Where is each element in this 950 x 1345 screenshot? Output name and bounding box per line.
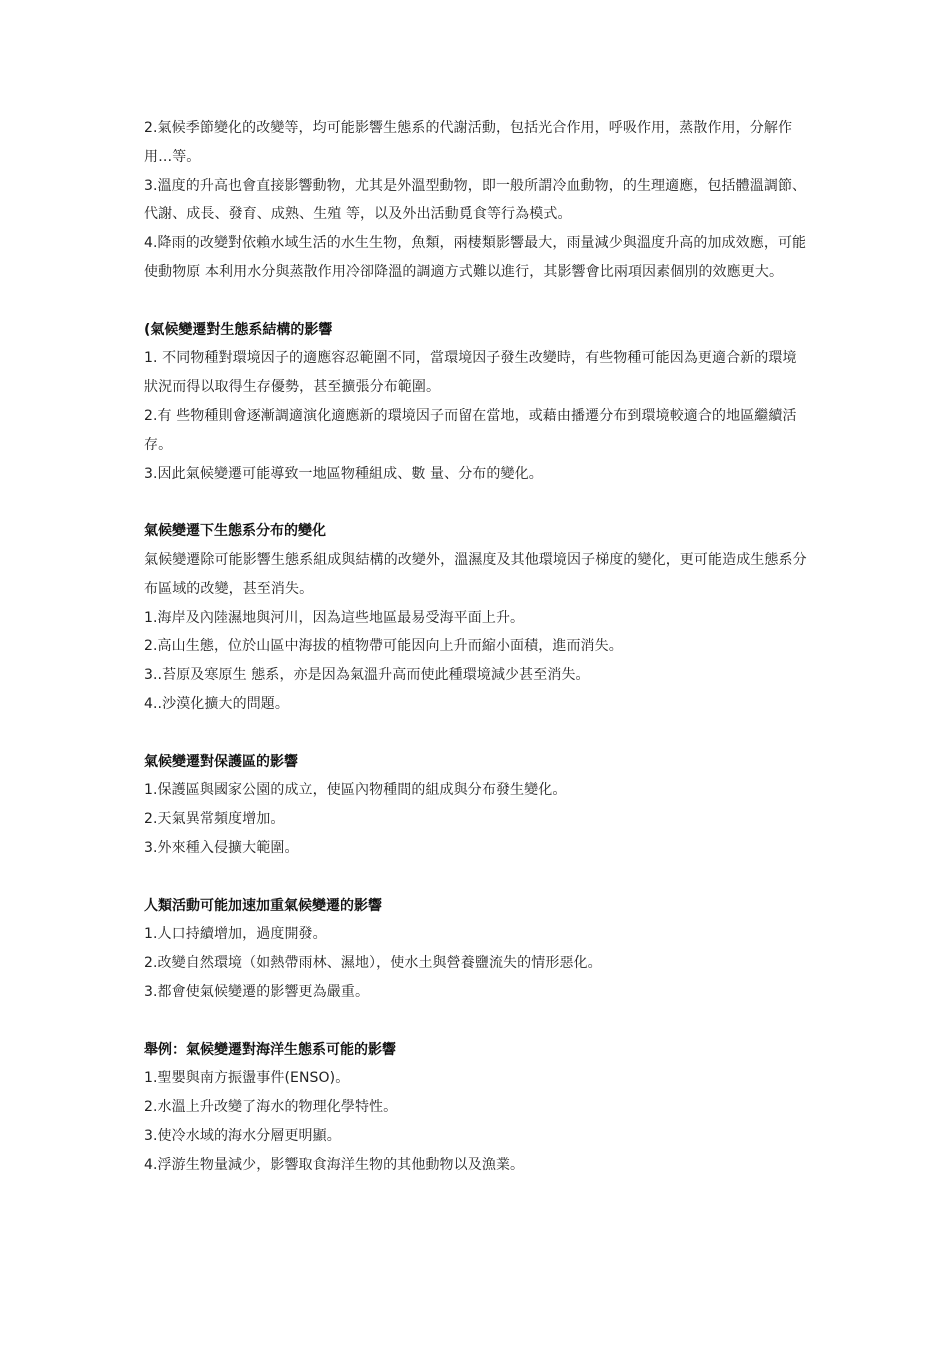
paragraph-gap <box>144 287 810 316</box>
list-item: 2.有 些物種則會逐漸調適演化適應新的環境因子而留在當地，或藉由播遷分布到環境較適合的地區繼續活存。 <box>144 407 797 453</box>
section-heading: 氣候變遷下生態系分布的變化 <box>144 523 326 540</box>
list-item: 3.外來種入侵擴大範圍。 <box>144 839 299 856</box>
section-ecosystem-distribution <box>144 517 810 719</box>
list-item: 1.人口持續增加，過度開發。 <box>144 926 327 943</box>
list-item: 3..苔原及寒原生 態系，亦是因為氣溫升高而使此種環境減少甚至消失。 <box>144 667 590 684</box>
section-protected-areas <box>144 748 810 863</box>
list-item: 2.高山生態，位於山區中海拔的植物帶可能因向上升而縮小面積，進而消失。 <box>144 638 623 655</box>
intro-item: 3.溫度的升高也會直接影響動物，尤其是外溫型動物，即一般所謂冷血動物，的生理適應，包括體溫調節、代謝、成長、發育、成熟、生殖 等，以及外出活動覓食等行為模式。 <box>144 177 807 223</box>
list-item: 2.水溫上升改變了海水的物理化學特性。 <box>144 1099 398 1116</box>
list-item: 1.聖嬰與南方振盪事件(ENSO)。 <box>144 1070 350 1087</box>
list-item: 4..沙漠化擴大的問題。 <box>144 695 290 712</box>
paragraph-gap <box>144 1007 810 1036</box>
list-item: 4.浮游生物量減少，影響取食海洋生物的其他動物以及漁業。 <box>144 1156 525 1173</box>
paragraph-gap <box>144 488 810 517</box>
list-item: 1.保護區與國家公園的成立，使區內物種間的組成與分布發生變化。 <box>144 782 567 799</box>
document-body <box>144 114 810 1179</box>
list-item: 3.因此氣候變遷可能導致一地區物種組成、數 量、分布的變化。 <box>144 465 543 482</box>
list-item: 1.海岸及內陸濕地與河川，因為這些地區最易受海平面上升。 <box>144 609 525 626</box>
section-marine-example <box>144 1036 810 1180</box>
list-item: 3.都會使氣候變遷的影響更為嚴重。 <box>144 983 370 1000</box>
list-item: 2.改變自然環境（如熱帶雨林、濕地），使水土與營養鹽流失的情形惡化。 <box>144 955 602 972</box>
list-item: 氣候變遷除可能影響生態系組成與結構的改變外，溫濕度及其他環境因子梯度的變化，更可能造成生態系分布區域的改變，甚至消失。 <box>144 551 807 597</box>
paragraph-gap <box>144 719 810 748</box>
intro-item: 2.氣候季節變化的改變等，均可能影響生態系的代謝活動，包括光合作用，呼吸作用，蒸散作用，分解作用…等。 <box>144 120 793 165</box>
section-heading: 舉例：氣候變遷對海洋生態系可能的影響 <box>144 1041 396 1058</box>
intro-item: 4.降雨的改變對依賴水域生活的水生生物，魚類，兩棲類影響最大，雨量減少與溫度升高的加成效應，可能使動物原 本利用水分與蒸散作用冷卻降溫的調適方式難以進行，其影響會比兩項因素個別的效應更大。 <box>144 235 807 280</box>
section-heading: 人類活動可能加速加重氣候變遷的影響 <box>144 897 382 914</box>
paragraph-gap <box>144 863 810 892</box>
section-heading: 氣候變遷對保護區的影響 <box>144 753 298 770</box>
list-item: 1. 不同物種對環境因子的適應容忍範圍不同，當環境因子發生改變時，有些物種可能因為更適合新的環境狀況而得以取得生存優勢，甚至擴張分布範圍。 <box>144 350 797 396</box>
section-ecosystem-structure <box>144 316 810 489</box>
list-item: 2.天氣異常頻度增加。 <box>144 811 285 828</box>
list-item: 3.使冷水域的海水分層更明顯。 <box>144 1127 341 1144</box>
section-human-activity <box>144 892 810 1007</box>
section-heading: (氣候變遷對生態系結構的影響 <box>144 321 333 338</box>
